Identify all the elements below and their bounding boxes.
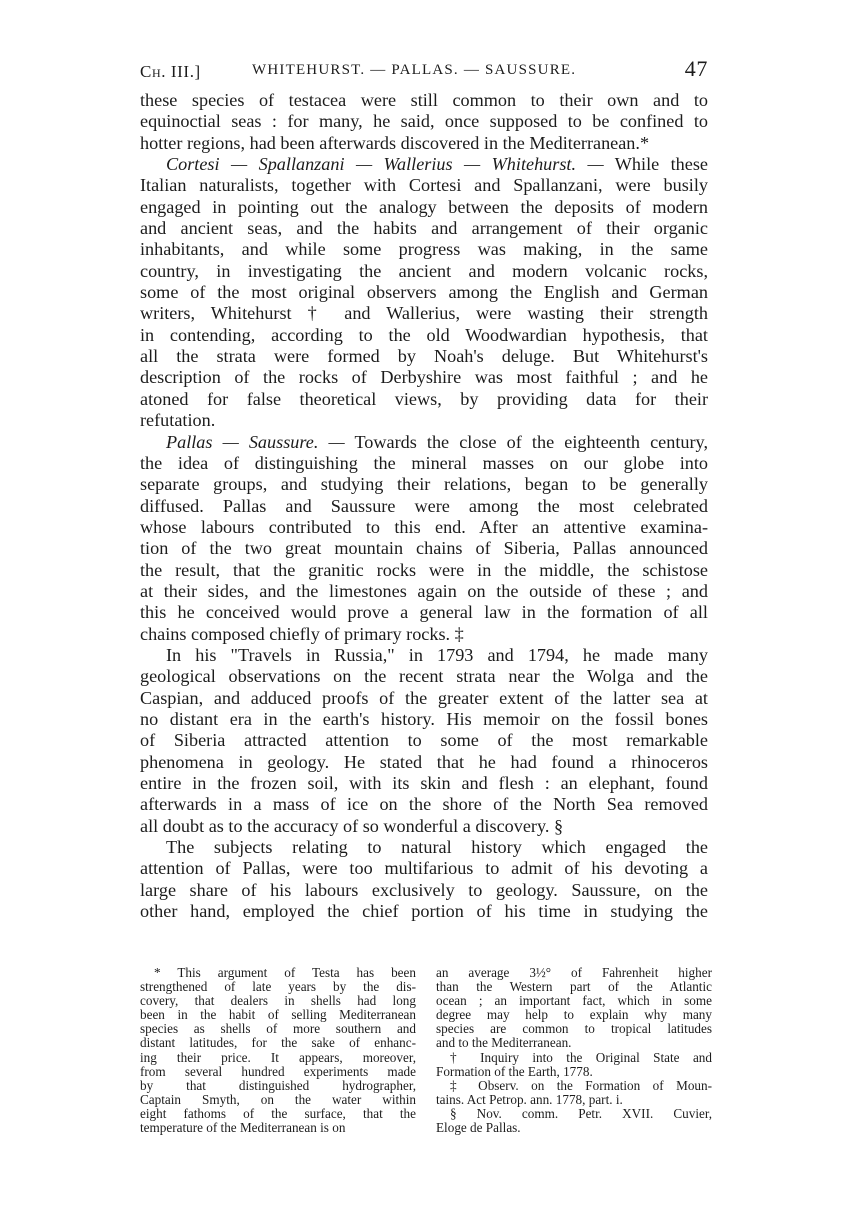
running-head xyxy=(140,56,708,90)
text-line: diffused. Pallas and Saussure were among the most celebrated xyxy=(140,495,708,516)
text-line: at their sides, and the limestones again on the outside of these ; and xyxy=(140,580,708,601)
text-line: In his "Travels in Russia," in 1793 and 1794, he made many xyxy=(166,644,708,665)
text-line: engaged in pointing out the analogy between the deposits of modern xyxy=(140,196,708,217)
footnote-line: covery, that dealers in shells had long xyxy=(140,993,416,1009)
text-line: all doubt as to the accuracy of so wonderful a discovery. § xyxy=(140,815,564,836)
text-line: hotter regions, had been afterwards discovered in the Mediterranean.* xyxy=(140,132,650,153)
text-line: attention of Pallas, were too multifarious to admit of his devoting a xyxy=(140,858,708,879)
text-line: no distant era in the earth's history. His memoir on the fossil bones xyxy=(140,708,708,729)
text-line: this he conceived would prove a general law in the formation of all xyxy=(140,602,708,623)
text-line: in contending, according to the old Woodwardian hypothesis, that xyxy=(140,324,708,345)
footnote-line: from several hundred experiments made xyxy=(140,1063,416,1079)
footnote-line: degree may help to explain why many xyxy=(436,1007,712,1023)
footnote-line: * This argument of Testa has been xyxy=(154,965,416,980)
text-line: other hand, employed the chief portion of his time in studying the xyxy=(140,901,708,922)
footnotes-right-column xyxy=(436,966,712,1135)
text-line: of Siberia attracted attention to some of the most remarkable xyxy=(140,730,708,751)
section-heading-pallas: Pallas — Saussure. — xyxy=(166,431,345,452)
footnote-line: been in the habit of selling Mediterranean xyxy=(140,1007,416,1023)
text-line: description of the rocks of Derbyshire was most faithful ; and he xyxy=(140,367,708,388)
text-line: writers, Whitehurst † and Wallerius, were wasting their strength xyxy=(140,303,708,324)
footnotes xyxy=(140,965,712,1166)
footnote-line: ocean ; an important fact, which in some xyxy=(436,993,712,1009)
text-line: all the strata were formed by Noah's deluge. But Whitehurst's xyxy=(140,346,708,367)
section-heading-line xyxy=(140,154,708,175)
footnote-line: an average 3½° of Fahrenheit higher xyxy=(436,965,712,980)
text-line: chains composed chiefly of primary rocks. ‡ xyxy=(140,623,464,644)
text-line: Caspian, and adduced proofs of the greater extent of the latter sea at xyxy=(140,687,708,708)
footnote-line: ‡ Observ. on the Formation of Moun- xyxy=(450,1077,712,1093)
text-line: refutation. xyxy=(140,410,216,431)
text-line: inhabitants, and while some progress was making, in the same xyxy=(140,239,708,260)
footnote-line: temperature of the Mediterranean is on xyxy=(140,1120,346,1136)
text-line: atoned for false theoretical views, by providing data for their xyxy=(140,388,708,409)
text-line: entire in the frozen soil, with its skin and flesh : an elephant, found xyxy=(140,773,708,793)
text-line: phenomena in geology. He stated that he had found a rhinoceros xyxy=(140,751,708,772)
text-fragment: Towards the close of the eighteenth century, xyxy=(344,431,708,452)
text-line: equinoctial seas : for many, he said, once supposed to be confined to xyxy=(140,111,708,132)
footnote-line: § Nov. comm. Petr. XVII. Cuvier, xyxy=(450,1105,712,1121)
footnotes-left-column xyxy=(140,966,416,1135)
text-line: The subjects relating to natural history which engaged the xyxy=(166,837,708,858)
running-title: WHITEHURST. — PALLAS. — SAUSSURE. xyxy=(252,62,577,78)
text-fragment: While these xyxy=(603,154,708,175)
footnote-line: ing their price. It appears, moreover, xyxy=(140,1049,416,1065)
footnote-line: species as shells of more southern and xyxy=(140,1021,416,1037)
footnote-line: tains. Act Petrop. ann. 1778, part. i. xyxy=(436,1091,623,1107)
text-line: country, in investigating the ancient and modern volcanic rocks, xyxy=(140,260,708,281)
footnote-line: and to the Mediterranean. xyxy=(436,1035,572,1051)
body-text xyxy=(140,90,708,922)
text-line: and ancient seas, and the habits and arrangement of their organic xyxy=(140,218,708,239)
text-line: the result, that the granitic rocks were in the middle, the schistose xyxy=(140,559,708,580)
footnote-line: Formation of the Earth, 1778. xyxy=(436,1063,593,1079)
text-line: separate groups, and studying their relations, began to be generally xyxy=(140,474,708,495)
text-line: the idea of distinguishing the mineral masses on our globe into xyxy=(140,452,708,473)
text-line: large share of his labours exclusively to geology. Saussure, on the xyxy=(140,879,708,900)
section-heading-line xyxy=(140,432,708,453)
footnote-line: than the Western part of the Atlantic xyxy=(436,979,712,995)
text-line: geological observations on the recent strata near the Wolga and the xyxy=(140,666,708,687)
footnote-line: eight fathoms of the surface, that the xyxy=(140,1105,416,1121)
footnote-line: strengthened of late years by the dis- xyxy=(140,979,416,995)
footnote-line: distant latitudes, for the sake of enhanc- xyxy=(140,1035,416,1051)
footnote-line: by that distinguished hydrographer, xyxy=(140,1077,416,1093)
page-number: 47 xyxy=(684,56,708,81)
text-line: afterwards in a mass of ice on the shore of the North Sea removed xyxy=(140,794,708,815)
text-line: these species of testacea were still common to their own and to xyxy=(140,90,708,110)
text-line: some of the most original observers among the English and German xyxy=(140,282,708,303)
footnote-line: species are common to tropical latitudes xyxy=(436,1021,712,1037)
footnote-line: Eloge de Pallas. xyxy=(436,1120,521,1136)
chapter-label: Ch. III.] xyxy=(140,62,201,81)
text-line: tion of the two great mountain chains of Siberia, Pallas announced xyxy=(140,538,708,559)
text-line: whose labours contributed to this end. After an attentive examina- xyxy=(140,516,708,537)
section-heading-cortesi: Cortesi — Spallanzani — Wallerius — Whitehurst. — xyxy=(166,154,604,175)
footnote-line: Captain Smyth, on the water within xyxy=(140,1091,416,1107)
text-line: Italian naturalists, together with Cortesi and Spallanzani, were busily xyxy=(140,175,708,196)
footnote-line: † Inquiry into the Original State and xyxy=(450,1049,712,1065)
